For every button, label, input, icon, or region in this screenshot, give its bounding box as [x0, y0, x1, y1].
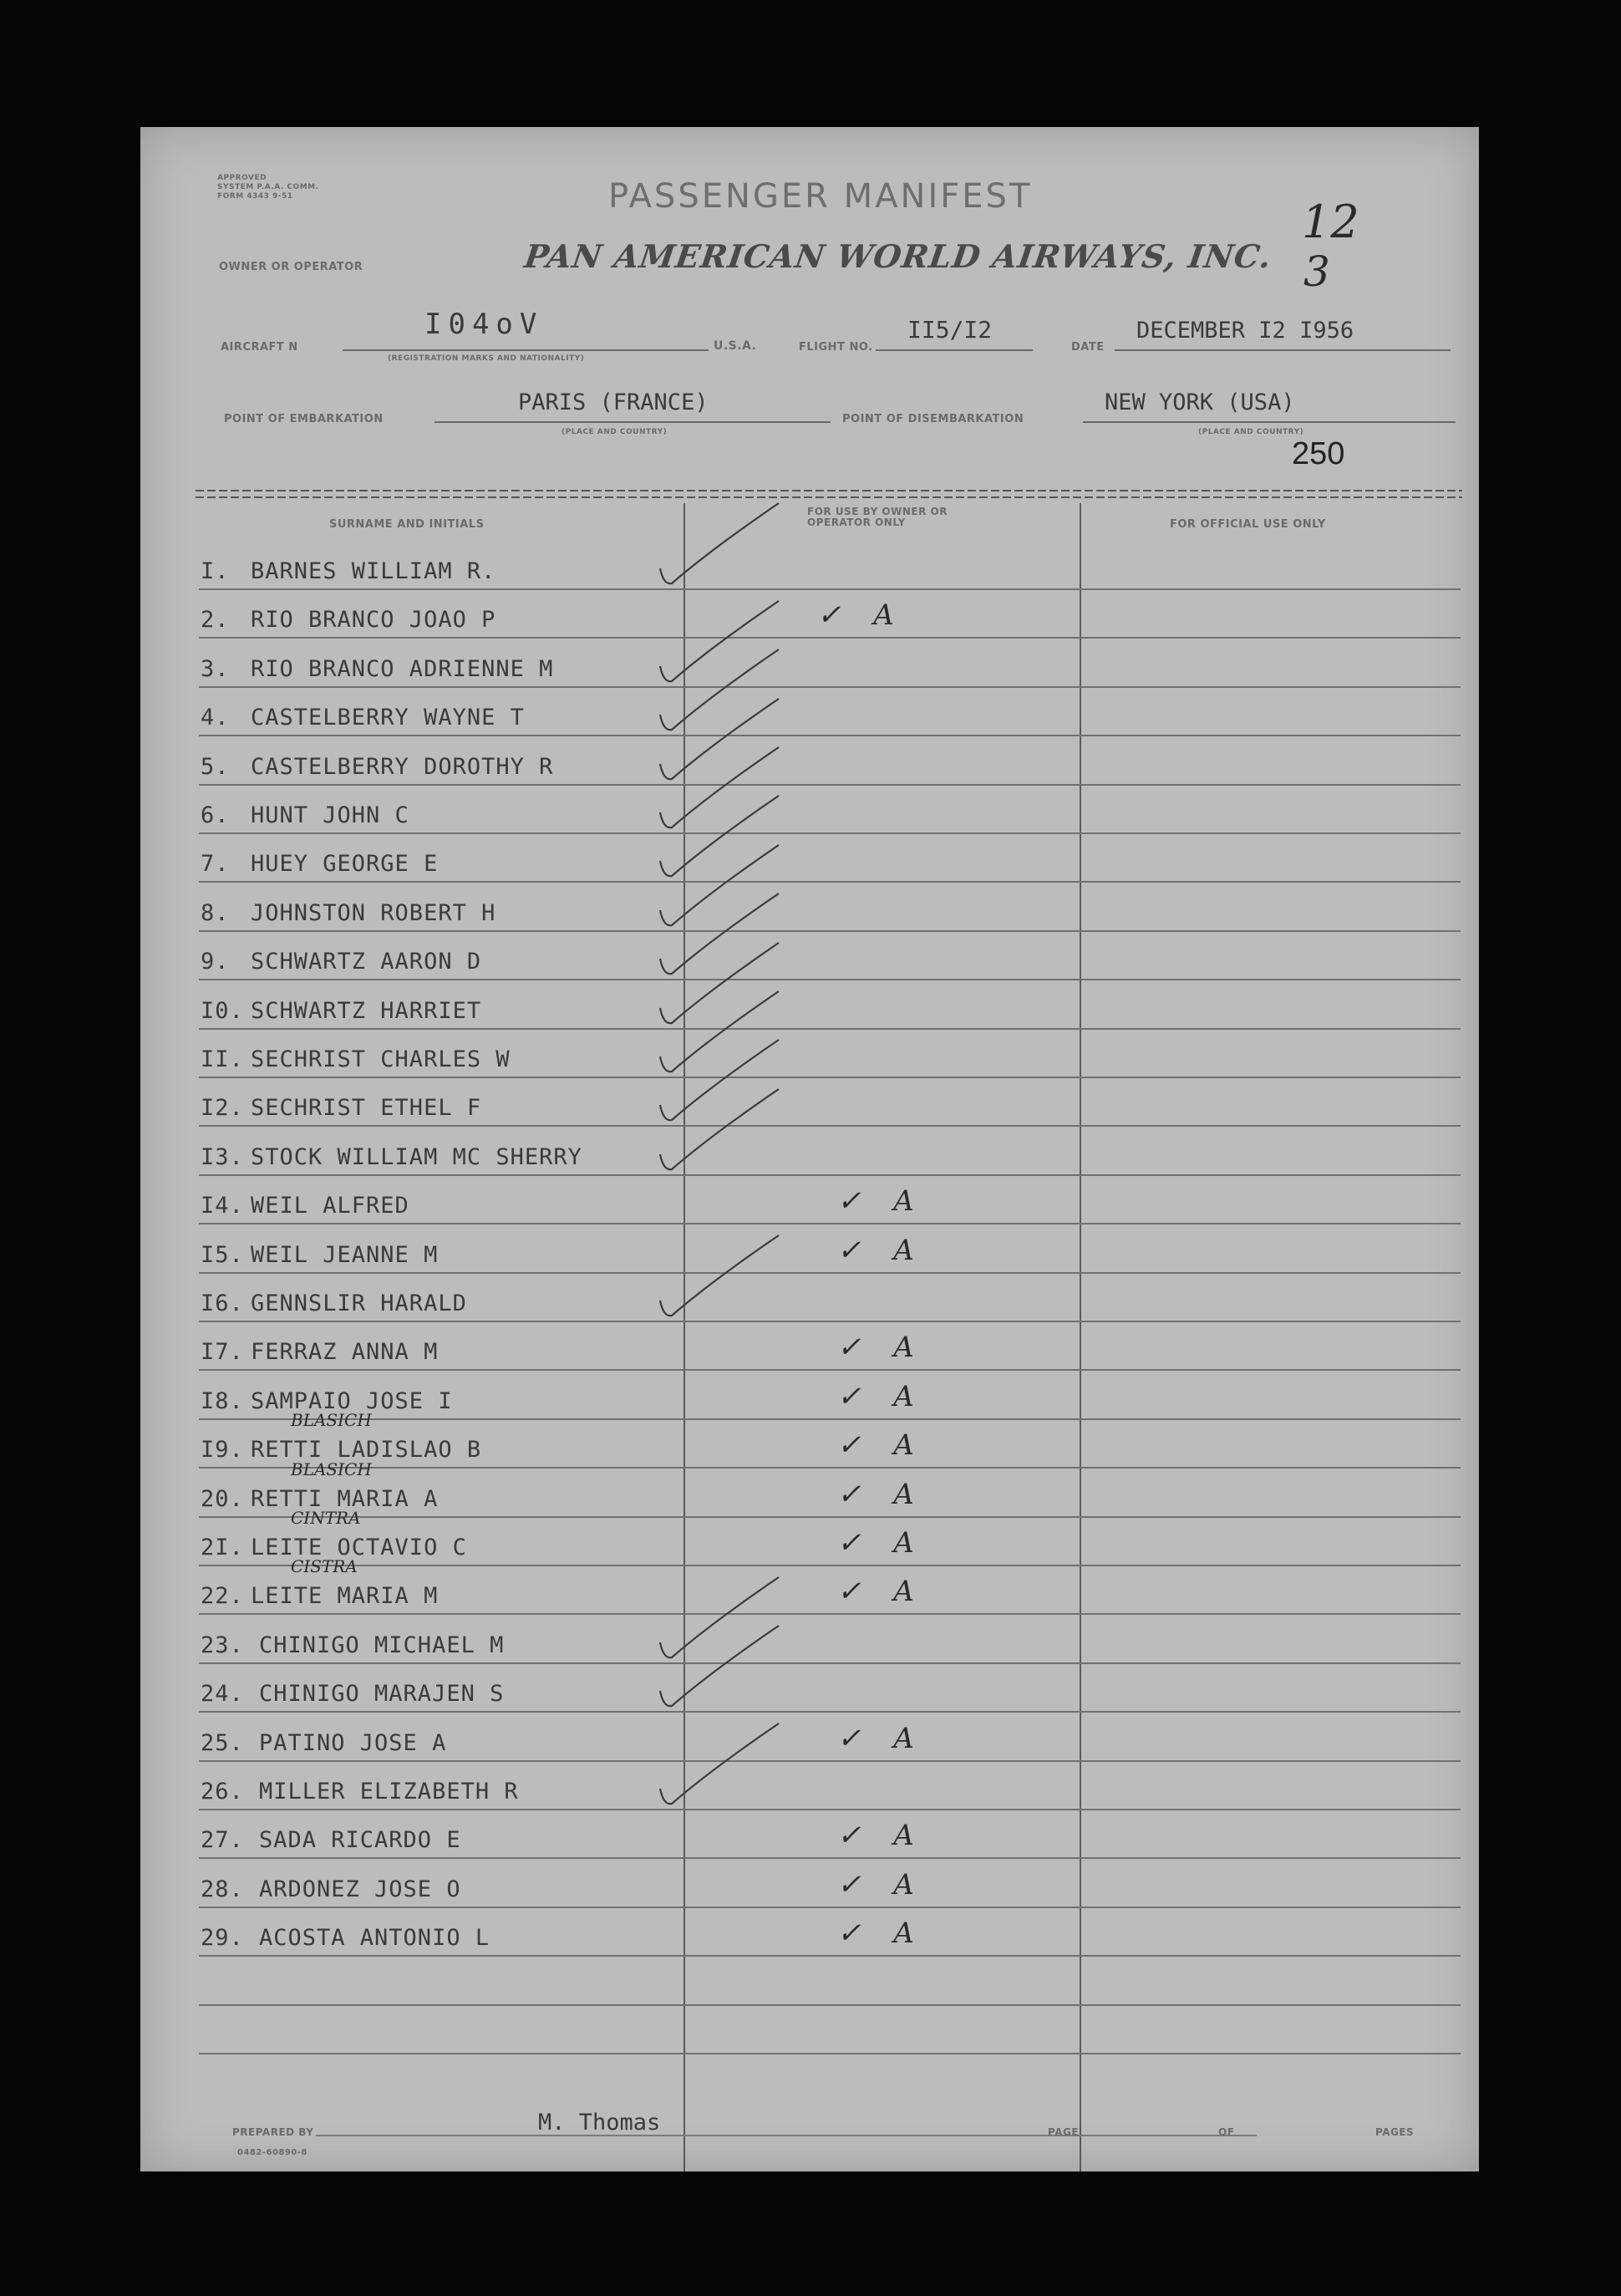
row-number: 6. — [201, 802, 230, 828]
row-number: 9. — [201, 949, 230, 975]
passenger-name: GENNSLIR HARALD — [251, 1291, 467, 1316]
form-code: 0482-60890-8 — [237, 2148, 307, 2157]
row-number: I5. — [201, 1242, 244, 1268]
row-number: I3. — [201, 1144, 244, 1170]
disembarkation-label: POINT OF DISEMBARKATION — [842, 413, 1024, 425]
corner-note-top: 12 — [1302, 196, 1359, 248]
passenger-name: BARNES WILLIAM R. — [251, 558, 496, 584]
passenger-name: SADA RICARDO E — [259, 1827, 461, 1853]
row-number: 5. — [201, 754, 230, 780]
row-number: I9. — [201, 1437, 244, 1463]
passenger-name: HUNT JOHN C — [251, 802, 409, 828]
embarkation-value: PARIS (FRANCE) — [518, 389, 709, 415]
operator-mark: ✓ A — [837, 1234, 926, 1267]
check-squiggle — [660, 601, 779, 681]
operator-mark: ✓ A — [837, 1819, 926, 1852]
row-number: I0. — [201, 998, 244, 1024]
row-number: 8. — [201, 900, 230, 926]
row-number: I. — [201, 558, 230, 584]
check-squiggle — [660, 1577, 779, 1657]
corner-note-number: 250 — [1292, 436, 1345, 471]
passenger-name: CASTELBERRY DOROTHY R — [251, 754, 554, 780]
passenger-name: RIO BRANCO ADRIENNE M — [251, 656, 554, 682]
passenger-name: WEIL ALFRED — [251, 1193, 409, 1219]
passenger-name: HUEY GEORGE E — [251, 851, 439, 877]
column-header-official: FOR OFFICIAL USE ONLY — [1170, 518, 1326, 531]
flight-label: FLIGHT NO. — [799, 341, 873, 354]
operator-name: PAN AMERICAN WORLD AIRWAYS, INC. — [521, 237, 1275, 275]
aircraft-value: I04oV — [424, 308, 544, 341]
operator-mark: ✓ A — [837, 1380, 926, 1413]
registration-caption: (REGISTRATION MARKS AND NATIONALITY) — [388, 354, 585, 363]
handwritten-annotation: CINTRA — [291, 1508, 361, 1528]
aircraft-label: AIRCRAFT N — [221, 341, 298, 354]
operator-mark: ✓ A — [837, 1478, 926, 1511]
passenger-name: CASTELBERRY WAYNE T — [251, 705, 525, 731]
check-squiggle — [660, 1040, 779, 1120]
passenger-name: PATINO JOSE A — [259, 1730, 447, 1756]
passenger-name: LEITE OCTAVIO C — [251, 1535, 467, 1560]
passenger-name: FERRAZ ANNA M — [251, 1339, 439, 1365]
row-number: 23. — [201, 1632, 244, 1658]
prepared-label: PREPARED BY — [232, 2126, 314, 2138]
handwritten-annotation: BLASICH — [291, 1410, 372, 1430]
check-squiggle — [660, 796, 779, 876]
row-number: 29. — [201, 1925, 244, 1951]
approved-line-3: FORM 4343 9-51 — [217, 192, 293, 201]
passenger-name: WEIL JEANNE M — [251, 1242, 439, 1268]
column-header-operator: FOR USE BY OWNER OR OPERATOR ONLY — [807, 506, 948, 528]
date-label: DATE — [1071, 341, 1105, 354]
passenger-name: CHINIGO MARAJEN S — [259, 1681, 505, 1707]
manifest-sheet — [140, 127, 1479, 2171]
passenger-name: LEITE MARIA M — [251, 1583, 439, 1609]
usa-label: U.S.A. — [714, 339, 757, 353]
operator-mark: ✓ A — [837, 1575, 926, 1608]
check-squiggle — [660, 1089, 779, 1169]
column-header-surname: SURNAME AND INITIALS — [329, 518, 485, 531]
pages-label: PAGES — [1375, 2126, 1415, 2138]
passenger-name: ACOSTA ANTONIO L — [259, 1925, 490, 1951]
row-number: 3. — [201, 656, 230, 682]
row-number: 4. — [201, 705, 230, 731]
row-number: II. — [201, 1046, 244, 1072]
passenger-name: SECHRIST ETHEL F — [251, 1095, 482, 1121]
row-number: 26. — [201, 1779, 244, 1805]
operator-mark: ✓ A — [837, 1722, 926, 1755]
passenger-name: MILLER ELIZABETH R — [259, 1779, 519, 1805]
embarkation-caption: (PLACE AND COUNTRY) — [562, 428, 668, 436]
passenger-name: RETTI MARIA A — [251, 1486, 439, 1512]
row-number: 20. — [201, 1486, 244, 1512]
row-number: 2I. — [201, 1535, 244, 1560]
passenger-name: RETTI LADISLAO B — [251, 1437, 482, 1463]
passenger-name: SCHWARTZ HARRIET — [251, 998, 482, 1024]
check-squiggle — [660, 747, 779, 827]
row-number: 7. — [201, 851, 230, 877]
handwritten-annotation: CISTRA — [291, 1556, 358, 1576]
operator-mark: ✓ A — [837, 1917, 926, 1950]
flight-value: II5/I2 — [907, 316, 993, 344]
of-label: OF — [1218, 2126, 1235, 2138]
check-squiggle — [660, 1723, 779, 1804]
row-number: I4. — [201, 1193, 244, 1219]
check-squiggle — [660, 503, 779, 583]
check-squiggle — [660, 699, 779, 779]
owner-label: OWNER OR OPERATOR — [219, 261, 363, 273]
row-number: 24. — [201, 1681, 244, 1707]
row-number: 2. — [201, 607, 230, 633]
passenger-name: CHINIGO MICHAEL M — [259, 1632, 505, 1658]
check-squiggle — [660, 649, 779, 730]
operator-mark: ✓ A — [817, 598, 906, 632]
operator-mark: ✓ A — [837, 1526, 926, 1560]
passenger-name: JOHNSTON ROBERT H — [251, 900, 496, 926]
page-title: PASSENGER MANIFEST — [608, 177, 1033, 216]
disembarkation-caption: (PLACE AND COUNTRY) — [1198, 428, 1304, 436]
corner-note-middle: 3 — [1303, 247, 1330, 296]
operator-mark: ✓ A — [837, 1428, 926, 1462]
page-label: PAGE — [1048, 2126, 1080, 2138]
operator-mark: ✓ A — [837, 1184, 926, 1218]
tick-marks — [140, 127, 1479, 2171]
handwritten-annotation: BLASICH — [291, 1459, 372, 1479]
passenger-name: SAMPAIO JOSE I — [251, 1388, 453, 1414]
row-number: 25. — [201, 1730, 244, 1756]
embarkation-label: POINT OF EMBARKATION — [224, 413, 384, 425]
passenger-name: RIO BRANCO JOAO P — [251, 607, 496, 633]
row-number: 27. — [201, 1827, 244, 1853]
row-number: I2. — [201, 1095, 244, 1121]
row-number: I7. — [201, 1339, 244, 1365]
row-number: I8. — [201, 1388, 244, 1414]
passenger-name: STOCK WILLIAM MC SHERRY — [251, 1144, 582, 1170]
check-squiggle — [660, 943, 779, 1023]
check-squiggle — [660, 1626, 779, 1706]
passenger-name: SCHWARTZ AARON D — [251, 949, 482, 975]
row-number: 28. — [201, 1876, 244, 1902]
row-number: I6. — [201, 1291, 244, 1316]
prepared-value: M. Thomas — [538, 2110, 661, 2136]
disembarkation-value: NEW YORK (USA) — [1105, 389, 1295, 415]
passenger-name: SECHRIST CHARLES W — [251, 1046, 511, 1072]
check-squiggle — [660, 845, 779, 925]
operator-mark: ✓ A — [837, 1331, 926, 1364]
passenger-name: ARDONEZ JOSE O — [259, 1876, 461, 1902]
check-squiggle — [660, 893, 779, 974]
approved-line-1: APPROVED — [217, 174, 267, 182]
operator-mark: ✓ A — [837, 1868, 926, 1901]
date-value: DECEMBER I2 I956 — [1136, 318, 1354, 344]
approved-line-2: SYSTEM P.A.A. COMM. — [217, 183, 319, 191]
check-squiggle — [660, 1235, 779, 1316]
check-squiggle — [660, 991, 779, 1072]
row-number: 22. — [201, 1583, 244, 1609]
